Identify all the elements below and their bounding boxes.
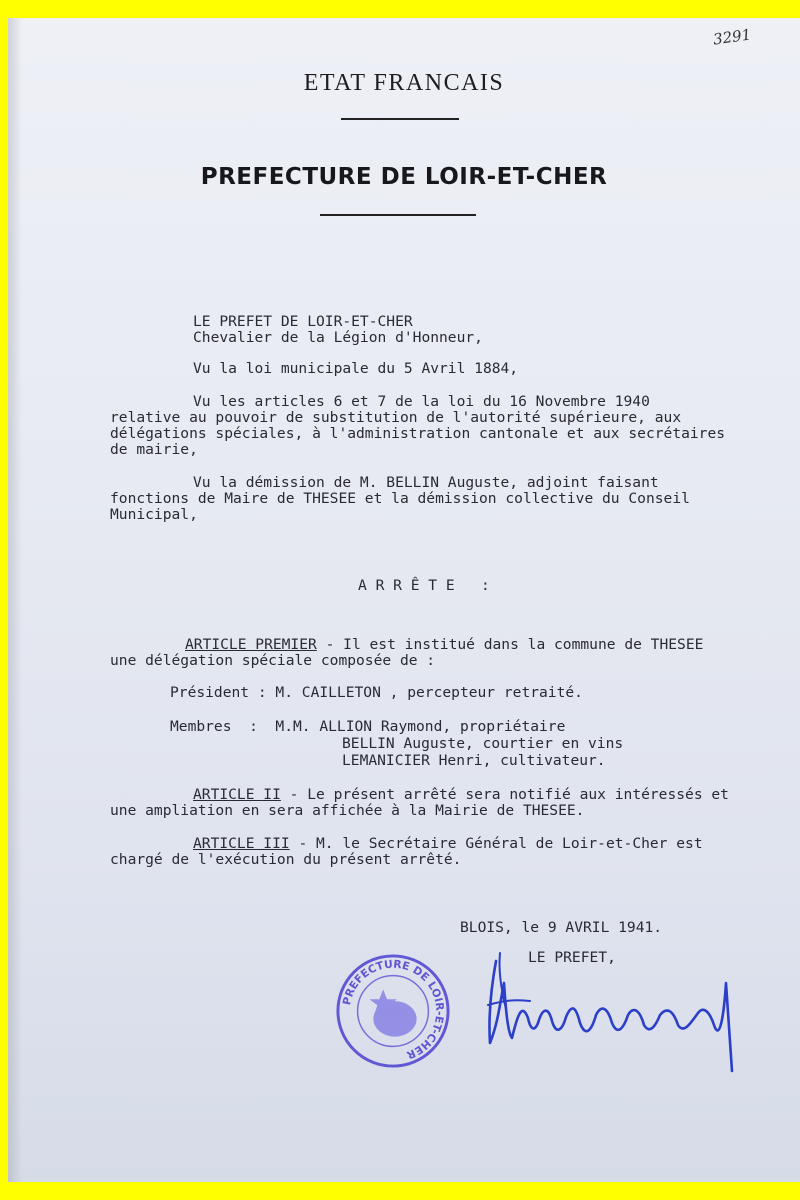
prefet-distinction: Chevalier de la Légion d'Honneur,	[193, 329, 483, 346]
membres-line-2: BELLIN Auguste, courtier en vins	[342, 735, 624, 752]
place-and-date: BLOIS, le 9 AVRIL 1941.	[460, 919, 663, 936]
article-3-label: ARTICLE III	[193, 835, 290, 852]
article-1-label: ARTICLE PREMIER	[185, 636, 317, 653]
article-2-label: ARTICLE II	[193, 786, 281, 803]
article-2-line-1	[193, 787, 729, 803]
article-3-line-1	[193, 836, 703, 852]
article-2-line-2: une ampliation en sera affichée à la Mairie de THESEE.	[110, 802, 585, 819]
vu-paragraph-3-line-1: Vu la démission de M. BELLIN Auguste, adjoint faisant	[193, 474, 659, 491]
prefet-title: LE PREFET DE LOIR-ET-CHER	[193, 313, 413, 330]
article-1-line-1	[185, 637, 703, 653]
membres-line-3: LEMANICIER Henri, cultivateur.	[342, 752, 606, 769]
title-underline	[341, 118, 459, 120]
article-1-line-2: une délégation spéciale composée de :	[110, 652, 436, 669]
arrete-heading: A R R Ê T E :	[358, 577, 490, 594]
article-3-text: - M. le Secrétaire Général de Loir-et-Cher est	[289, 835, 703, 852]
article-1-text: - Il est institué dans la commune de THESEE	[316, 636, 704, 653]
prefecture-heading: PREFECTURE DE LOIR-ET-CHER	[200, 164, 608, 190]
vu-paragraph-2-line-1: Vu les articles 6 et 7 de la loi du 16 Novembre 1940	[193, 393, 650, 410]
membres-line-1: Membres : M.M. ALLION Raymond, propriétaire	[170, 718, 566, 735]
stamp-text: PREFECTURE DE LOIR-ET-CHER	[340, 957, 447, 1062]
vu-paragraph-2-line-2: relative au pouvoir de substitution de l'autorité supérieure, aux	[110, 409, 682, 426]
page-edge-shadow	[8, 18, 22, 1182]
prefect-signature-icon	[478, 943, 738, 1083]
page-number: 3291	[711, 25, 753, 49]
article-2-text: - Le présent arrêté sera notifié aux intéressés et	[280, 786, 729, 803]
article-3-line-2: chargé de l'exécution du présent arrêté.	[110, 851, 462, 868]
prefecture-stamp-icon	[334, 952, 452, 1070]
vu-paragraph-2-line-4: de mairie,	[110, 441, 198, 458]
vu-paragraph-2-line-3: délégations spéciales, à l'administration cantonale et aux secrétaires	[110, 425, 726, 442]
document-sheet	[8, 18, 800, 1182]
document-title: ETAT FRANCAIS	[303, 70, 505, 96]
heading-underline	[320, 214, 476, 216]
vu-paragraph-3-line-3: Municipal,	[110, 506, 198, 523]
signatory-title: LE PREFET,	[528, 949, 616, 966]
president-line: Président : M. CAILLETON , percepteur retraité.	[170, 684, 583, 701]
vu-paragraph-1: Vu la loi municipale du 5 Avril 1884,	[193, 360, 519, 377]
vu-paragraph-3-line-2: fonctions de Maire de THESEE et la démission collective du Conseil	[110, 490, 690, 507]
